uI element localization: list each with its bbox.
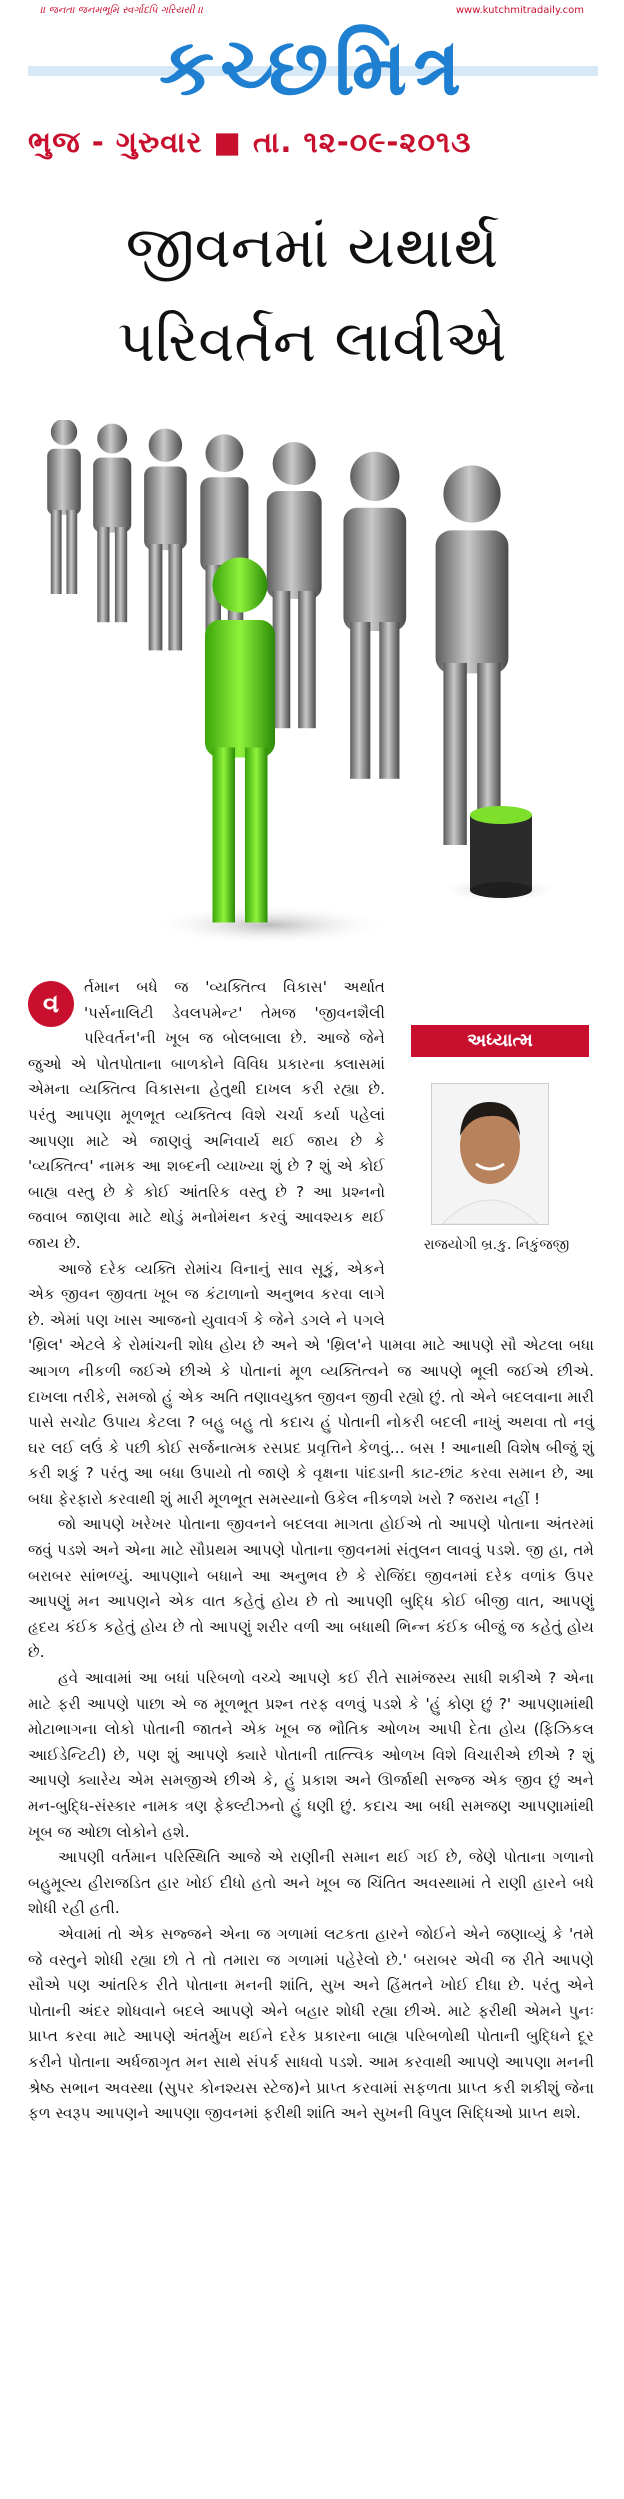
headline-line-2: પરિવર્તન લાવીએ	[117, 307, 507, 375]
masthead-topline	[0, 5, 624, 19]
article-paragraph-3: જો આપણે ખરેખર પોતાના જીવનને બદલવા માગતા હોઈએ તો આપણે પોતાના અંતરમાં જવું પડશે અને એના માટે સૌપ્રથમ આપણે પોતાના જીવનમાં સંતુલન લાવવું પડશે. જી હા, તમે બરાબર સાંભળ્યું. આપણાને બધાને આ અનુભવ છે કે રોજિંદા જીવનમાં દરેક વળાંક ઉપર આપણું મન આપણને એક વાત કહેતું હોય છે તો આપણી બુદ્ધિ કોઈ બીજી વાત, આપણું હૃદય કંઈક કહેતું હોય છે તો આપણું શરીર વળી આ બધાથી ભિન્ન કંઈક બીજું જ કહેતું હોય છે.	[28, 1515, 594, 1662]
author-photo	[431, 1083, 549, 1225]
grey-figures-row	[47, 420, 508, 845]
headline-line-1: જીવનમાં યથાર્થ	[125, 213, 499, 281]
article-paragraph-1: ર્તમાન બધે જ 'વ્યક્તિત્વ વિકાસ' અર્થાત 'પર્સનાલિટી ડેવલપમેન્ટ' તેમજ 'જીવનશૈલી પરિવર્તન'ની ખૂબ જ બોલબાલા છે. આજે જેને જુઓ એ પોતપોતાના બાળકોને વિવિધ પ્રકારના ક્લાસમાં એમના વ્યક્તિત્વ વિકાસના હેતુથી દાખલ કરી રહ્યા છે. પરંતુ આપણા મૂળભૂત વ્યક્તિત્વ વિશે ચર્ચા કર્યા પહેલાં આપણા માટે એ જાણવું અનિવાર્ય થઈ જાય છે કે 'વ્યક્તિત્વ' નામક આ શબ્દની વ્યાખ્યા શું છે ? શું એ કોઈ બાહ્ય વસ્તુ છે કે કોઈ આંતરિક વસ્તુ છે ? આ પ્રશ્નનો જવાબ જાણવા માટે થોડું મનોમંથન કરવું આવશ્યક થઈ જાય છે.	[28, 978, 385, 1252]
column-sidebox	[399, 1025, 594, 1315]
newspaper-logo: કચ્છમિત્ર	[159, 23, 467, 113]
article-headline	[0, 200, 624, 388]
article-paragraph-5: આપણી વર્તમાન પરિસ્થિતિ આજે એ રાણીની સમાન થઈ ગઈ છે, જેણે પોતાના ગળાનો બહુમૂલ્ય હીરાજડિત હાર ખોઈ દીધો હતો અને ખૂબ જ ચિંતિત અવસ્થામાં તે રાણી હારને બધે શોધી રહી હતી.	[28, 1848, 594, 1918]
author-portrait	[432, 1084, 548, 1224]
masthead-tagline: ।। જનતા જનમભૂમિ સ્વર્ગાદપિ ગરિયસી ।।	[40, 5, 204, 16]
article-paragraph-6: એવામાં તો એક સજ્જને એના જ ગળામાં લટકતા હારને જોઈને એને જણાવ્યું કે 'તમે જે વસ્તુને શોધી રહ્યા છો તે તો તમારા જ ગળામાં પહેરેલો છે.' બરાબર એવી જ રીતે આપણે સૌએ પણ આંતરિક રીતે પોતાના મનની શાંતિ, સુખ અને હિંમતને ખોઈ દીધા છે. પરંતુ એને પોતાની અંદર શોધવાને બદલે આપણે એને બહાર શોધી રહ્યા છીએ. માટે ફરીથી એમને પુનઃ પ્રાપ્ત કરવા માટે આપણે અંતર્મુખ થઈને દરેક પ્રકારના બાહ્ય પરિબળોથી પોતાની બુદ્ધિને દૂર કરીને પોતાના અર્ધજાગૃત મન સાથે સંપર્ક સાધવો પડશે. આમ કરવાથી આપણે આપણા મનની શ્રેષ્ઠ સભાન અવસ્થા (સુપર કોનશ્યસ સ્ટેજ)ને પ્રાપ્ત કરવામાં સફળતા પ્રાપ્ત કરી શકીશું જેના ફળ સ્વરૂપ આપણને આપણા જીવનમાં ફરીથી શાંતિ અને સુખની વિપુલ સિદ્ધિઓ પ્રાપ્ત થશે.	[28, 1924, 594, 2123]
article-paragraph-4: હવે આવામાં આ બધાં પરિબળો વચ્ચે આપણે કઈ રીતે સામંજસ્ય સાધી શકીએ ? એના માટે ફરી આપણે પાછા એ જ મૂળભૂત પ્રશ્ન તરફ વળવું પડશે કે 'હું કોણ છું ?' આપણામાંથી મોટાભાગના લોકો પોતાની જાતને એક ખૂબ જ ભૌતિક ઓળખ આપી દેતા હોય (ફિઝિકલ આઈડેન્ટિટી) છે, પણ શું આપણે ક્યારે પોતાની તાત્ત્વિક ઓળખ વિશે વિચારીએ છીએ ? શું આપણે ક્યારેય એમ સમજીએ છીએ કે, હું પ્રકાશ અને ઊર્જાથી સજ્જ એક જીવ છું અને મન-બુદ્ધિ-સંસ્કાર નામક ત્રણ ફેક્લ્ટીઝનો હું ધણી છું. કદાચ આ બધી સમજણ આપણામાંથી ખૂબ જ ઓછા લોકોને હશે.	[28, 1669, 594, 1841]
article-body	[28, 975, 594, 2127]
drop-cap: વ	[28, 981, 74, 1027]
article-paragraph-2: આજે દરેક વ્યક્તિ રોમાંચ વિનાનું સાવ સૂકું, એકને એક જીવન જીવતા ખૂબ જ કંટાળાનો અનુભવ કરવા લાગે છે. એમાં પણ ખાસ આજનો યુવાવર્ગ કે જેને ડગલે ને પગલે 'થ્રિલ' એટલે કે રોમાંચની શોધ હોય છે અને એ 'થ્રિલ'ને પામવા માટે આપણે સૌ એટલા બધા આગળ નીકળી જઈએ છીએ કે પોતાનાં મૂળ વ્યક્તિત્વને જ આપણે ભૂલી જઈએ છીએ. દાખલા તરીકે, સમજો હું એક અતિ તણાવયુક્ત જીવન જીવી રહ્યો છું. તો એને બદલવાના મારી પાસે સચોટ ઉપાય કેટલા ? બહુ બહુ તો કદાચ હું પોતાની નોકરી બદલી નાખું અથવા તો નવું ઘર લઈ લઉં કે પછી કોઈ સર્જનાત્મક રસપ્રદ પ્રવૃત્તિને કેળવું... બસ ! આનાથી વિશેષ બીજું શું કરી શકું ? પરંતુ આ બધા ઉપાયો તો જાણે કે વૃક્ષના પાંદડાની કાટ-છાંટ કરવા સમાન છે, આ બધા ફેરફારો કરવાથી શું મારી મૂળભૂત સમસ્યાનો ઉકેલ નીકળશે ખરો ? જરાય નહીં !	[28, 1259, 594, 1508]
author-byline: રાજયોગી બ્ર.કુ. નિકુંજજી	[423, 1237, 570, 1253]
dateline: ભુજ - ગુરુવાર ■ તા. ૧૨-૦૯-૨૦૧૩	[28, 125, 472, 159]
illustration-green-figure	[0, 420, 624, 960]
masthead-website: www.kutchmitradaily.com	[455, 5, 584, 16]
masthead	[0, 0, 624, 165]
column-label: અધ્યાત્મ	[411, 1025, 589, 1057]
